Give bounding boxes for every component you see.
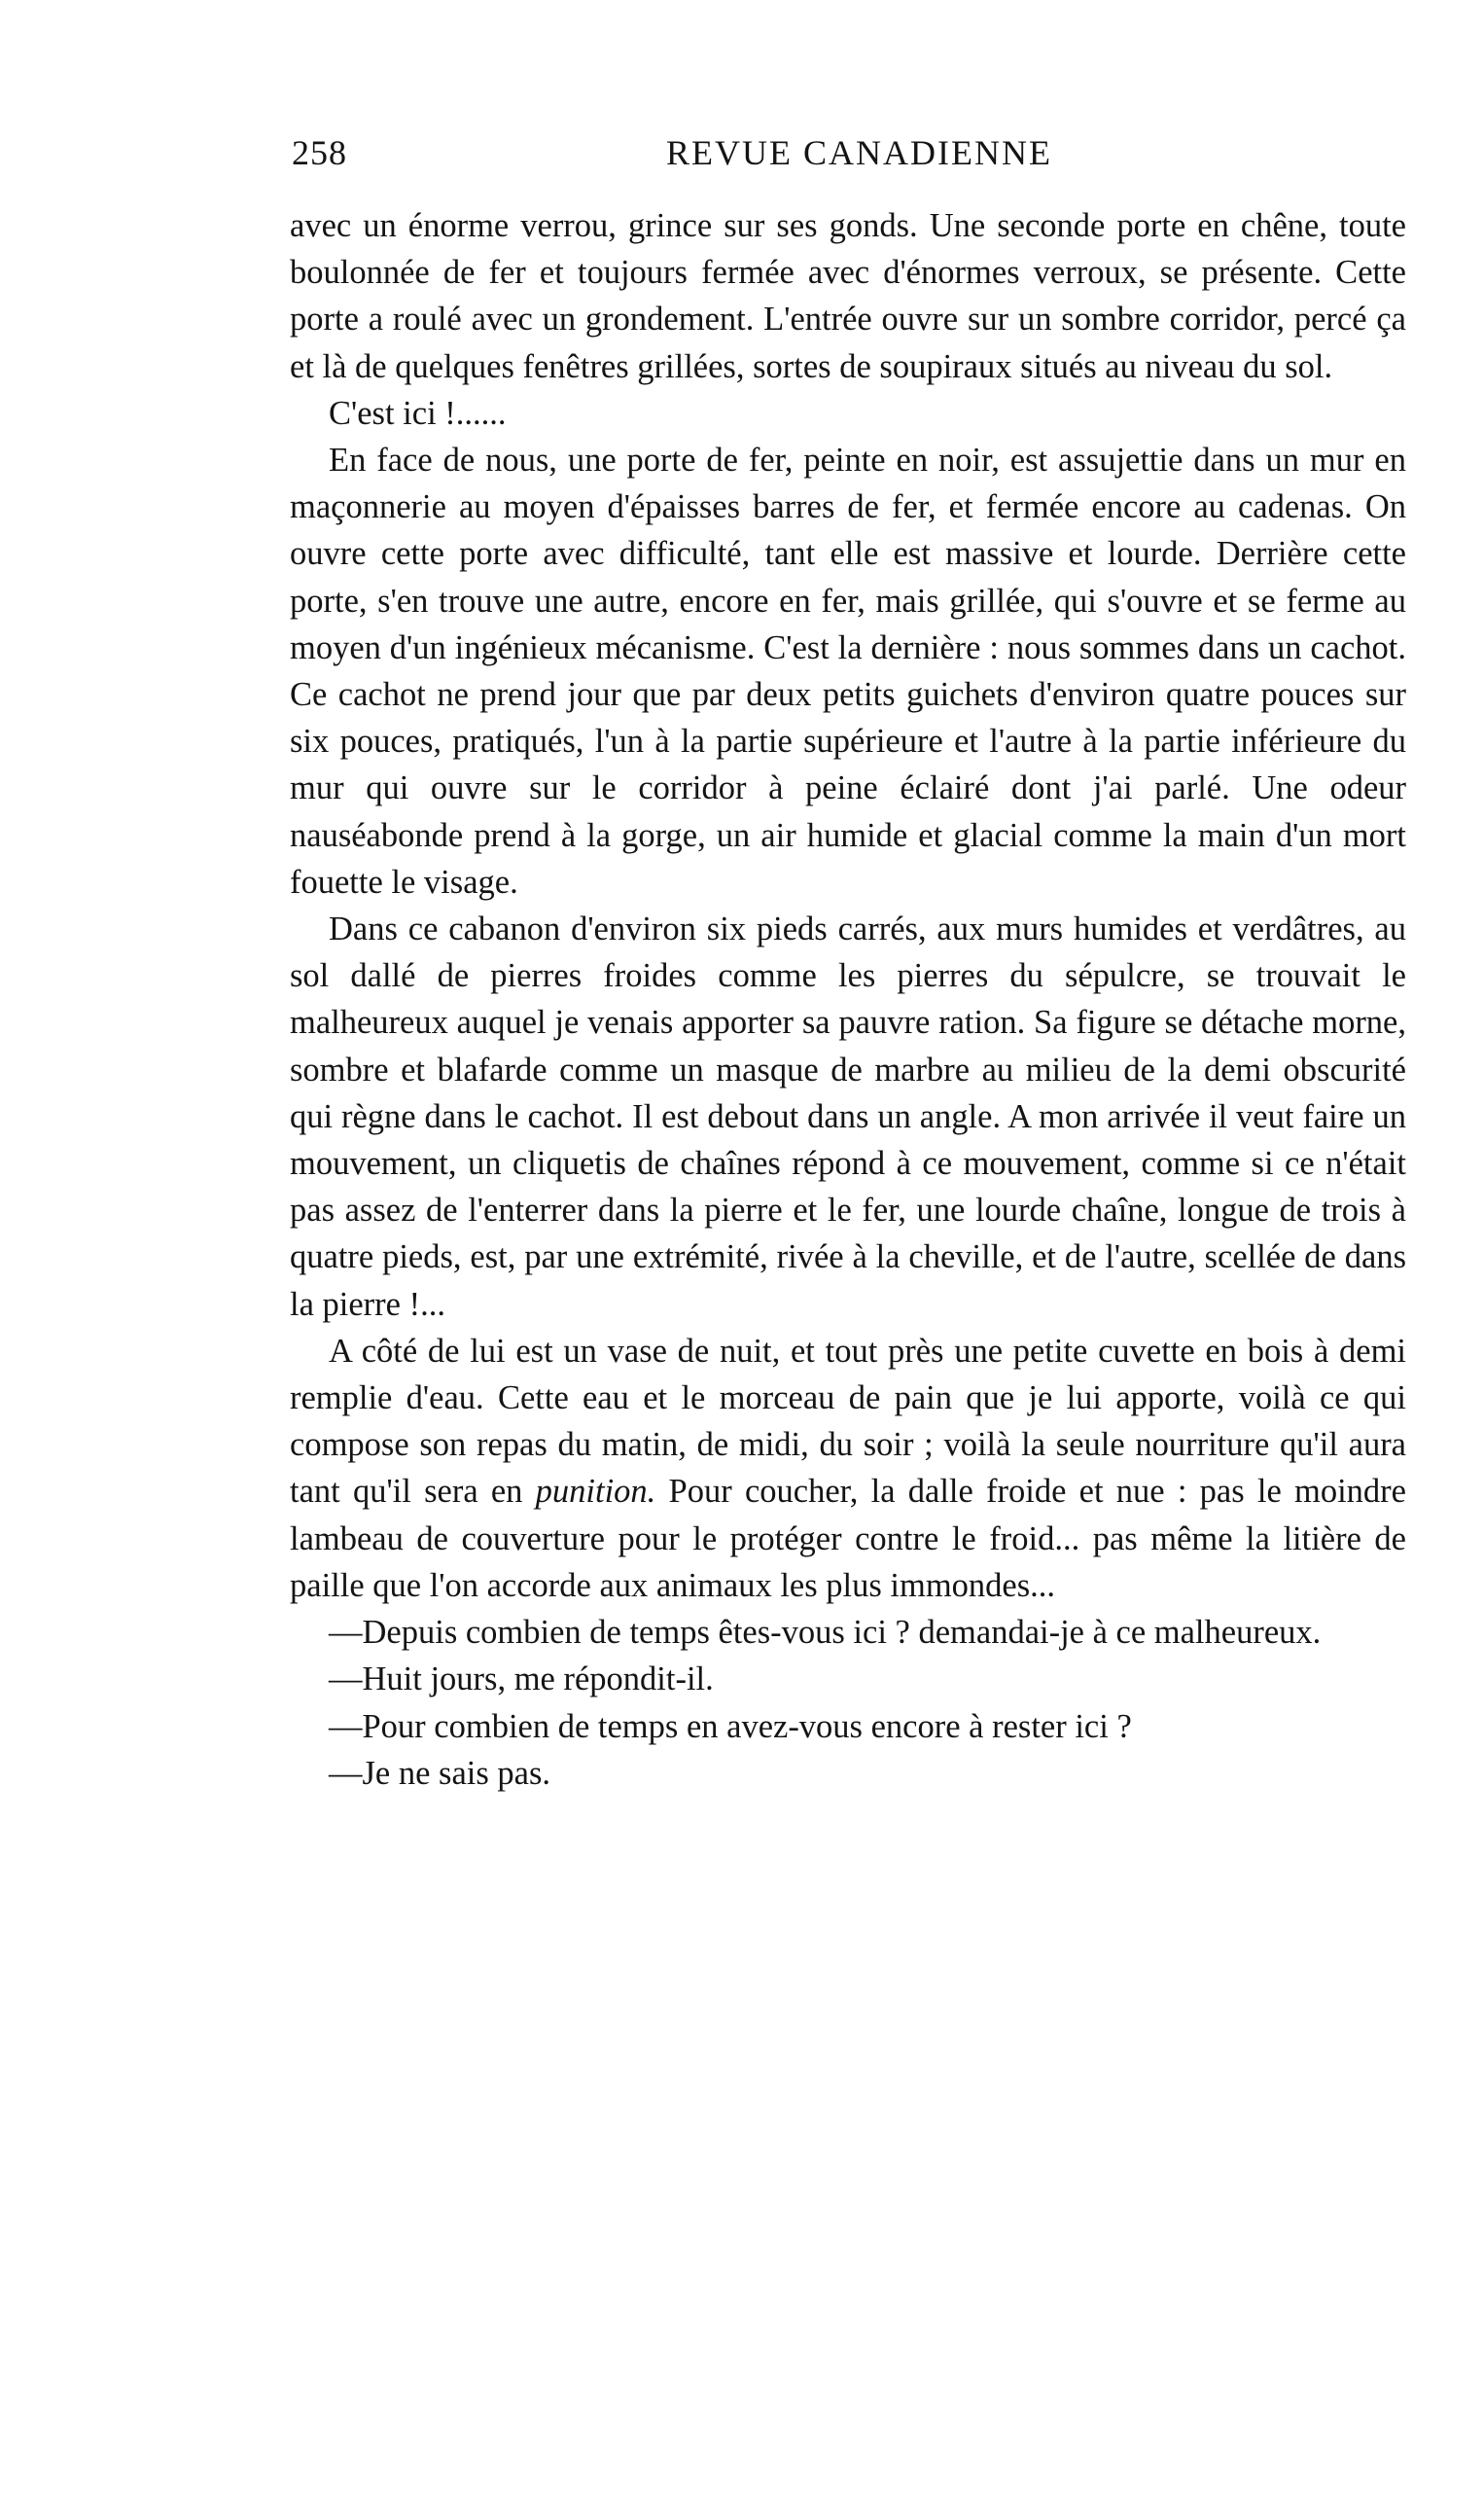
dialogue-answer-2: —Je ne sais pas.: [329, 1754, 551, 1792]
running-title: REVUE CANADIENNE: [666, 133, 1052, 172]
dialogue-question-2: —Pour combien de temps en avez-vous encore à rester ici ?: [329, 1707, 1132, 1745]
paragraph-continuation: avec un énorme verrou, grince sur ses gonds. Une seconde porte en chêne, toute boulonnée de fer et toujours fermée avec d'énormes verroux, se présente. Cette porte a roulé avec un grondement. L'entrée ouvre sur un sombre corridor, percé ça et là de quelques fenêtres grillées, sortes de soupiraux situés au niveau du sol.: [290, 207, 1406, 385]
body-text: [290, 202, 1406, 1797]
dialogue-answer: —Huit jours, me répondit-il.: [329, 1661, 714, 1698]
dialogue-question: —Depuis combien de temps êtes-vous ici ? demandai-je à ce malheureux.: [329, 1614, 1322, 1652]
page-header: [292, 132, 1410, 191]
paragraph-water-bread-start: A côté de lui est un vase de nuit, et tout près une petite cuvette en bois à demi remplie d'eau. Cette eau et le morceau de pain que je lui apporte, voilà ce qui compose son repas du matin, de midi, du soir ; voilà la seule nourriture qu'il aura tant qu'il sera en: [290, 1332, 1406, 1511]
paragraph-water-bread-end: Pour coucher, la dalle froide et nue : pas le moindre lambeau de couverture pour le protéger contre le froid... pas même la litière de paille que l'on accorde aux animaux les plus immondes...: [290, 1473, 1406, 1604]
punishment-word: punition.: [535, 1473, 656, 1511]
paragraph-water-bread: [290, 1328, 1406, 1609]
paragraph-iron-door: En face de nous, une porte de fer, peinte en noir, est assujettie dans un mur en maçonnerie au moyen d'épaisses barres de fer, et fermée encore au cadenas. On ouvre cette porte avec difficulté, tant elle est massive et lourde. Derrière cette porte, s'en trouve une autre, encore en fer, mais grillée, qui s'ouvre et se ferme au moyen d'un ingénieux mécanisme. C'est la dernière : nous sommes dans un cachot. Ce cachot ne prend jour que par deux petits guichets d'environ quatre pouces sur six pouces, pratiqués, l'un à la partie supérieure et l'autre à la partie inférieure du mur qui ouvre sur le corridor à peine éclairé dont j'ai parlé. Une odeur nauséabonde prend à la gorge, un air humide et glacial comme la main d'un mort fouette le visage.: [290, 442, 1406, 901]
paragraph-cell-description: Dans ce cabanon d'environ six pieds carrés, aux murs humides et verdâtres, au sol dallé de pierres froides comme les pierres du sépulcre, se trouvait le malheureux auquel je venais apporter sa pauvre ration. Sa figure se détache morne, sombre et blafarde comme un masque de marbre au milieu de la demi obscurité qui règne dans le cachot. Il est debout dans un angle. A mon arrivée il veut faire un mouvement, un cliquetis de chaînes répond à ce mouvement, comme si ce n'était pas assez de l'enterrer dans la pierre et le fer, une lourde chaîne, longue de trois à quatre pieds, est, par une extrémité, rivée à la cheville, et de l'autre, scellée de dans la pierre !...: [290, 911, 1406, 1323]
page-number: 258: [292, 133, 347, 172]
paragraph-exclamation: C'est ici !......: [329, 394, 507, 432]
